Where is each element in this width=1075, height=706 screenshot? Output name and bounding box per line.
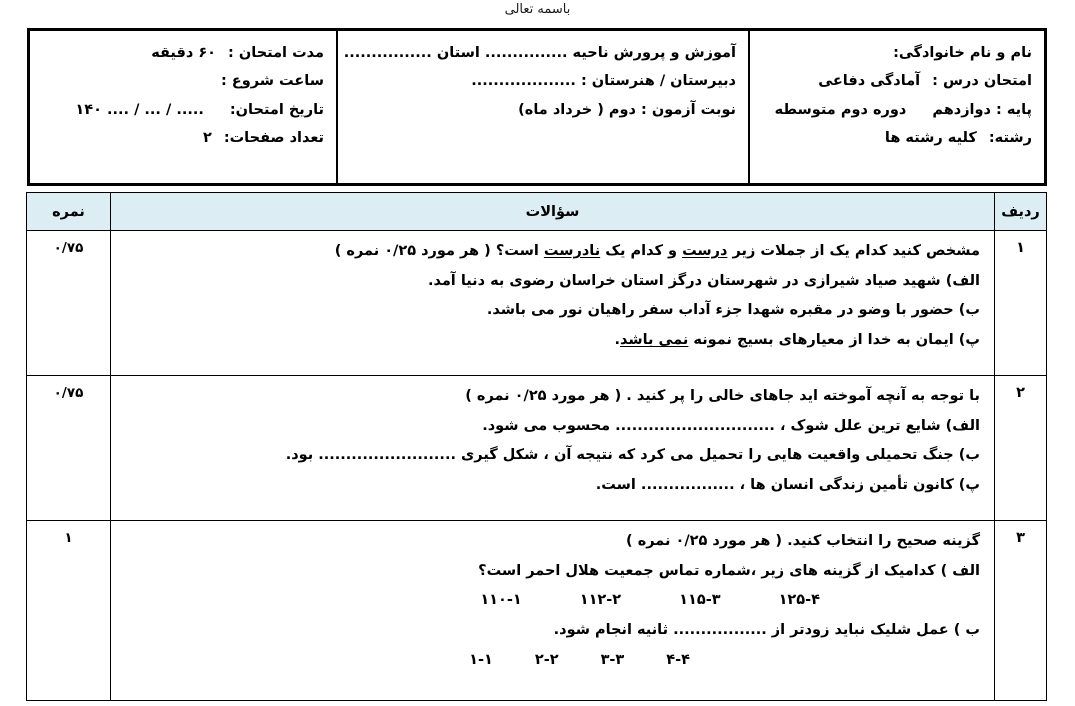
student-name-label: نام و نام خانوادگی:	[893, 45, 1032, 61]
header-cell-timing-info	[30, 31, 336, 183]
field-row	[762, 124, 1032, 152]
option-item[interactable]: ۱۱۵-۳	[679, 592, 721, 609]
question-score: ۰/۷۵	[27, 376, 111, 521]
header-cell-student-info	[748, 31, 1044, 183]
exam-date-label: تاریخ امتحان:	[229, 101, 324, 118]
question-number: ۲	[995, 376, 1047, 521]
question-body	[111, 521, 995, 701]
question-line: با توجه به آنچه آموخته اید جاهای خالی را پر کنید . ( هر مورد ۰/۲۵ نمره )	[465, 388, 980, 404]
table-row	[27, 521, 1047, 701]
option-item[interactable]: ۱-۱	[469, 651, 493, 668]
pages-row	[42, 124, 324, 152]
question-score: ۰/۷۵	[27, 231, 111, 376]
period-value: دوره دوم متوسطه	[774, 101, 907, 118]
question-line: الف) شایع ترین علل شوک ، ............................. محسوب می شود.	[482, 417, 980, 434]
question-line: مشخص کنید کدام یک از جملات زیر درست و کدام یک نادرست است؟ ( هر مورد ۰/۲۵ نمره )	[334, 243, 980, 259]
subject-row	[762, 67, 1032, 95]
option-item[interactable]: ۲-۲	[534, 651, 559, 668]
exam-term-line: نوبت آزمون : دوم ( خرداد ماه)	[518, 101, 736, 118]
multiple-choice-options-b	[125, 646, 980, 676]
multiple-choice-options-a	[125, 586, 980, 616]
question-line: پ) ایمان به خدا از معیارهای بسیج نمونه نمی باشد.	[614, 332, 980, 349]
header-cell-school-info	[336, 31, 748, 183]
option-item[interactable]: ۱۲۵-۴	[778, 592, 820, 609]
bismillah-text: باسمه تعالی	[504, 2, 571, 17]
field-label: رشته:	[988, 129, 1032, 146]
column-header-row-number: ردیف	[995, 193, 1047, 231]
grade-row	[762, 96, 1032, 124]
question-number: ۱	[995, 231, 1047, 376]
column-header-score: نمره	[27, 193, 111, 231]
pages-value: ۲	[202, 129, 212, 146]
start-time-label: ساعت شروع :	[220, 73, 324, 90]
question-score: ۱	[27, 521, 111, 701]
option-item[interactable]: ۱۱۰-۱	[480, 592, 522, 609]
question-line: الف) شهید صیاد شیرازی در شهرستان درگز استان خراسان رضوی به دنیا آمد.	[427, 272, 980, 289]
pages-label: تعداد صفحات:	[223, 129, 324, 146]
exam-date-value: ..... / ... / .... ۱۴۰	[75, 101, 204, 118]
subject-value: آمادگی دفاعی	[818, 73, 921, 90]
question-line: ب ) عمل شلیک نباید زودتر از ................. ثانیه انجام شود.	[553, 622, 980, 639]
question-line: پ) کانون تأمین زندگی انسان ها ، ................. است.	[595, 477, 980, 494]
option-item[interactable]: ۴-۴	[666, 651, 690, 668]
duration-row	[42, 39, 324, 67]
exam-date-row	[42, 96, 324, 124]
question-body	[111, 231, 995, 376]
table-row	[27, 231, 1047, 376]
question-body	[111, 376, 995, 521]
column-header-questions: سؤالات	[111, 193, 995, 231]
question-line: الف ) کدامیک از گزینه های زیر ،شماره تماس جمعیت هلال احمر است؟	[478, 562, 980, 579]
field-value: کلیه رشته ها	[884, 129, 977, 146]
duration-value: ۶۰ دقیقه	[151, 45, 217, 61]
table-header-row	[27, 193, 1047, 231]
subject-label: امتحان درس :	[932, 73, 1032, 90]
duration-label: مدت امتحان :	[228, 45, 324, 61]
school-name-line: دبیرستان / هنرستان : ...................	[471, 73, 736, 90]
exam-header-table	[27, 28, 1047, 186]
table-row	[27, 376, 1047, 521]
question-line: ب) جنگ تحمیلی واقعیت هایی را تحمیل می کرد که نتیجه آن ، شکل گیری ......................... بود.	[285, 447, 980, 464]
questions-table	[26, 192, 1047, 701]
grade-label: پایه : دوازدهم	[932, 101, 1032, 118]
question-line: گزینه صحیح را انتخاب کنید. ( هر مورد ۰/۲۵ نمره )	[626, 533, 980, 549]
option-item[interactable]: ۳-۳	[600, 651, 625, 668]
question-line: ب) حضور با وضو در مقبره شهدا جزء آداب سفر راهیان نور می باشد.	[486, 302, 980, 319]
question-number: ۳	[995, 521, 1047, 701]
option-item[interactable]: ۱۱۲-۲	[579, 592, 622, 609]
education-district-line: آموزش و پرورش ناحیه ............... استان ................	[343, 45, 736, 61]
